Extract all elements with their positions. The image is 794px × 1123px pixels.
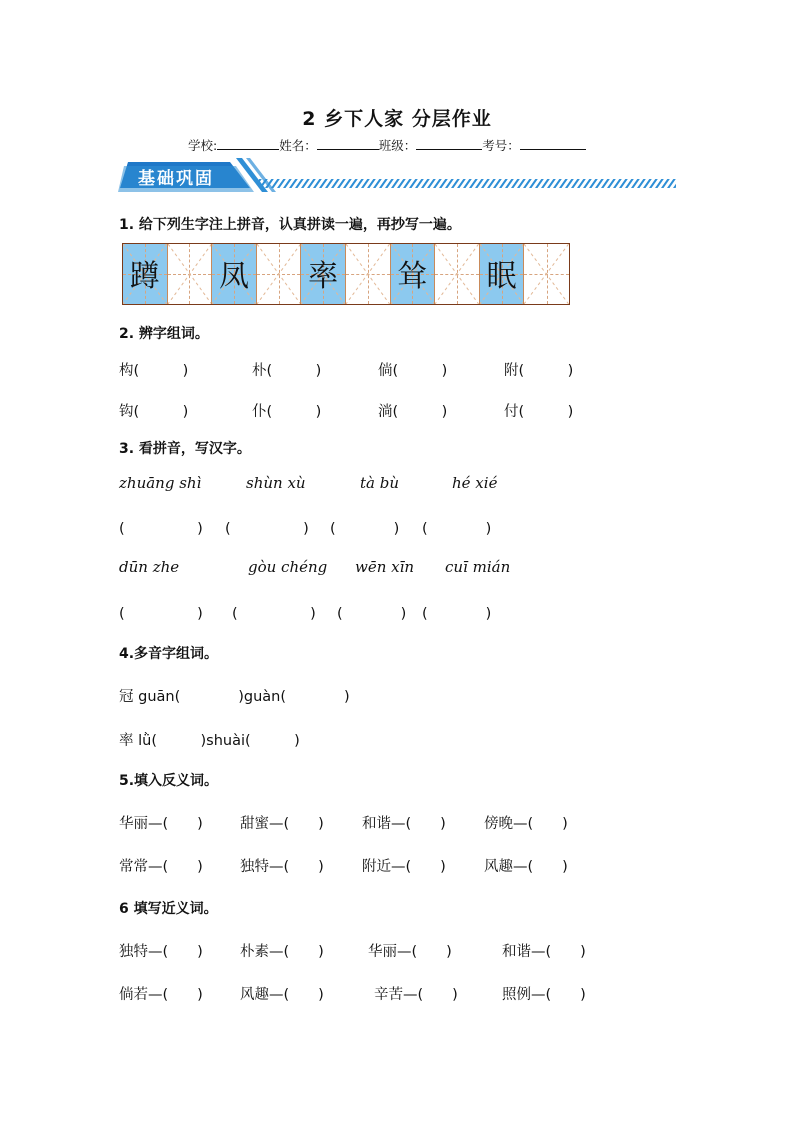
q6-title: 6 填写近义词。 bbox=[119, 901, 218, 917]
q2-title: 2. 辨字组词。 bbox=[119, 326, 209, 342]
school-label: 学校: bbox=[188, 138, 218, 153]
tianzige-grid bbox=[122, 243, 570, 305]
antonym-item[interactable]: 华丽—( ) bbox=[119, 816, 203, 832]
answer-blank[interactable]: ( ) bbox=[225, 521, 309, 537]
class-field[interactable] bbox=[416, 137, 482, 150]
banner-label: 基础巩固 bbox=[138, 169, 214, 189]
character-cell bbox=[391, 244, 436, 304]
pinyin-prompt: cuī mián bbox=[445, 558, 511, 576]
q1-title: 1. 给下列生字注上拼音，认真拼读一遍，再抄写一遍。 bbox=[119, 217, 461, 233]
synonym-item[interactable]: 独特—( ) bbox=[119, 944, 203, 960]
q2-item[interactable]: 淌( ) bbox=[378, 404, 448, 420]
name-field[interactable] bbox=[317, 137, 379, 150]
practice-cell[interactable] bbox=[524, 244, 569, 304]
synonym-item[interactable]: 和谐—( ) bbox=[502, 944, 586, 960]
character-cell bbox=[212, 244, 257, 304]
answer-blank[interactable]: ( ) bbox=[232, 606, 316, 622]
q2-item[interactable]: 仆( ) bbox=[252, 404, 322, 420]
q2-item[interactable]: 倘( ) bbox=[378, 363, 448, 379]
section-banner bbox=[118, 158, 678, 192]
antonym-item[interactable]: 风趣—( ) bbox=[484, 859, 568, 875]
synonym-item[interactable]: 朴素—( ) bbox=[240, 944, 324, 960]
model-character: 耸 bbox=[397, 259, 428, 295]
pinyin-prompt: wēn xīn bbox=[355, 558, 415, 576]
model-character: 率 bbox=[308, 259, 339, 295]
q2-item[interactable]: 付( ) bbox=[504, 404, 574, 420]
q4-title: 4.多音字组词。 bbox=[119, 646, 219, 662]
q5-title: 5.填入反义词。 bbox=[119, 773, 219, 789]
antonym-item[interactable]: 甜蜜—( ) bbox=[240, 816, 324, 832]
antonym-item[interactable]: 附近—( ) bbox=[362, 859, 446, 875]
name-label: 姓名： bbox=[279, 138, 317, 153]
class-label: 班级： bbox=[378, 138, 417, 153]
synonym-item[interactable]: 倘若—( ) bbox=[119, 987, 203, 1003]
q2-item[interactable]: 钩( ) bbox=[119, 404, 189, 420]
synonym-item[interactable]: 华丽—( ) bbox=[368, 944, 452, 960]
answer-blank[interactable]: ( ) bbox=[422, 521, 492, 537]
pinyin-prompt: shùn xù bbox=[246, 474, 306, 492]
antonym-item[interactable]: 和谐—( ) bbox=[362, 816, 446, 832]
practice-cell[interactable] bbox=[168, 244, 213, 304]
exam-number-field[interactable] bbox=[520, 137, 586, 150]
answer-blank[interactable]: ( ) bbox=[337, 606, 407, 622]
pinyin-prompt: hé xié bbox=[452, 474, 498, 492]
character-cell bbox=[480, 244, 525, 304]
school-field[interactable] bbox=[217, 137, 279, 150]
pinyin-prompt: gòu chéng bbox=[248, 558, 328, 576]
answer-blank[interactable]: ( ) bbox=[119, 606, 203, 622]
practice-cell[interactable] bbox=[435, 244, 480, 304]
synonym-item[interactable]: 风趣—( ) bbox=[240, 987, 324, 1003]
polyphone-line[interactable]: 率 lǜ( )shuài( ) bbox=[119, 733, 300, 749]
antonym-item[interactable]: 独特—( ) bbox=[240, 859, 324, 875]
q2-item[interactable]: 附( ) bbox=[504, 363, 574, 379]
practice-cell[interactable] bbox=[257, 244, 302, 304]
q2-item[interactable]: 朴( ) bbox=[252, 363, 322, 379]
q2-item[interactable]: 构( ) bbox=[119, 363, 189, 379]
synonym-item[interactable]: 辛苦—( ) bbox=[374, 987, 458, 1003]
character-cell bbox=[301, 244, 346, 304]
antonym-item[interactable]: 常常—( ) bbox=[119, 859, 203, 875]
q3-title: 3. 看拼音，写汉字。 bbox=[119, 441, 251, 457]
polyphone-line[interactable]: 冠 guān( )guàn( ) bbox=[119, 689, 350, 705]
answer-blank[interactable]: ( ) bbox=[422, 606, 492, 622]
answer-blank[interactable]: ( ) bbox=[330, 521, 400, 537]
answer-blank[interactable]: ( ) bbox=[119, 521, 203, 537]
pinyin-prompt: dūn zhe bbox=[119, 558, 180, 576]
synonym-item[interactable]: 照例—( ) bbox=[502, 987, 586, 1003]
page-title: 2 乡下人家 分层作业 bbox=[302, 108, 492, 130]
pinyin-prompt: tà bù bbox=[360, 474, 400, 492]
character-cell bbox=[123, 244, 168, 304]
student-info-line bbox=[188, 136, 586, 154]
exam-label: 考号： bbox=[482, 138, 520, 153]
antonym-item[interactable]: 傍晚—( ) bbox=[484, 816, 568, 832]
model-character: 眠 bbox=[486, 259, 517, 295]
pinyin-prompt: zhuāng shì bbox=[119, 474, 202, 492]
model-character: 蹲 bbox=[129, 259, 160, 295]
model-character: 凤 bbox=[218, 259, 249, 295]
practice-cell[interactable] bbox=[346, 244, 391, 304]
